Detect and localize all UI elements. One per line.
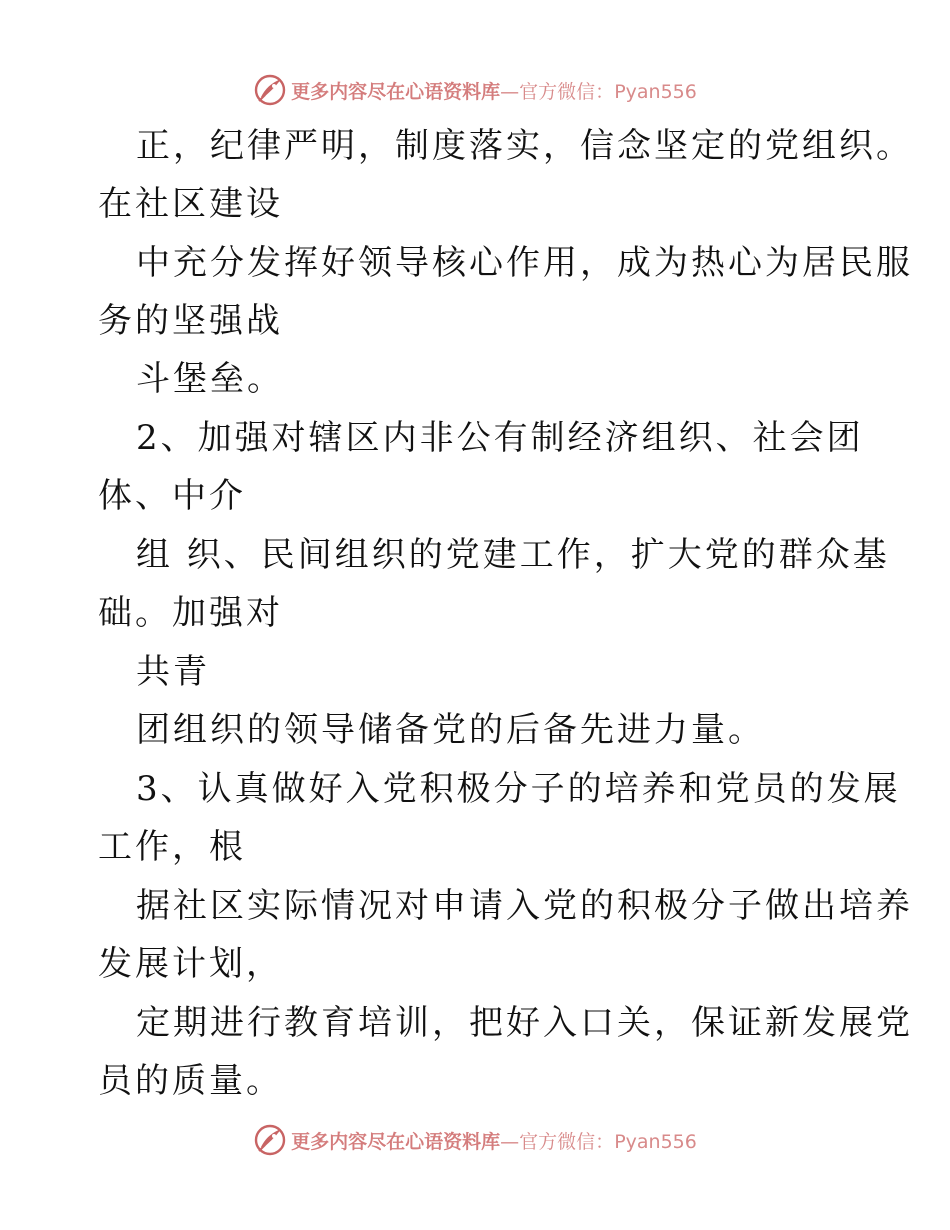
document-line: 员的质量。 xyxy=(98,1061,283,1101)
document-line: 3、认真做好入党积极分子的培养和党员的发展 xyxy=(136,769,901,809)
banner-title: 更多内容尽在心语资料库 xyxy=(291,1130,501,1153)
document-line: 工作，根 xyxy=(98,827,246,867)
banner-title: 更多内容尽在心语资料库 xyxy=(291,80,501,103)
document-line: 础。加强对 xyxy=(98,593,283,633)
document-line: 在社区建设 xyxy=(98,184,283,224)
banner-contact-id: Pyan556 xyxy=(614,80,697,103)
document-line: 中充分发挥好领导核心作用，成为热心为居民服 xyxy=(136,243,913,283)
document-line: 共青 xyxy=(136,652,210,692)
footer-banner xyxy=(0,1120,950,1160)
document-line: 据社区实际情况对申请入党的积极分子做出培养 xyxy=(136,886,913,926)
banner-dash: — xyxy=(500,1130,520,1153)
document-line: 斗堡垒。 xyxy=(136,359,284,399)
document-line: 团组织的领导储备党的后备先进力量。 xyxy=(136,710,765,750)
document-line: 正，纪律严明，制度落实，信念坚定的党组织。 xyxy=(136,126,913,166)
header-banner xyxy=(0,70,950,110)
document-line: 发展计划， xyxy=(98,944,283,984)
banner-contact-id: Pyan556 xyxy=(614,1130,697,1153)
document-line: 定期进行教育培训，把好入口关，保证新发展党 xyxy=(136,1003,913,1043)
document-line: 2、加强对辖区内非公有制经济组织、社会团 xyxy=(136,418,864,458)
quill-logo-icon xyxy=(253,73,287,107)
document-line: 体、中介 xyxy=(98,476,246,516)
banner-dash: — xyxy=(500,80,520,103)
banner-contact-label: 官方微信： xyxy=(519,80,615,103)
document-line: 组 织、民间组织的党建工作，扩大党的群众基 xyxy=(136,535,890,575)
quill-logo-icon xyxy=(253,1123,287,1157)
banner-contact-label: 官方微信： xyxy=(519,1130,615,1153)
document-line: 务的坚强战 xyxy=(98,301,283,341)
